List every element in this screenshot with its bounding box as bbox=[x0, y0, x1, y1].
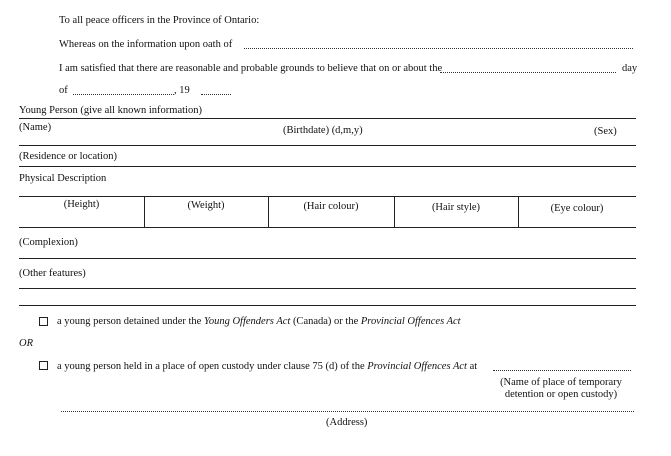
option2-text: a young person held in a place of open custody under clause 75 (d) of the Provincial Offences Act at bbox=[57, 361, 478, 372]
table-top-line bbox=[19, 196, 636, 197]
residence-line[interactable] bbox=[19, 166, 636, 167]
section-divider bbox=[19, 118, 636, 119]
satisfied-text: I am satisfied that there are reasonable and probable grounds to believe that on or about the bbox=[59, 63, 443, 74]
other-features-line-2[interactable] bbox=[19, 305, 636, 306]
address-line: To all peace officers in the Province of Ontario: bbox=[59, 15, 260, 26]
residence-label: (Residence or location) bbox=[19, 151, 117, 162]
sex-label: (Sex) bbox=[594, 126, 617, 137]
eye-colour-column: (Eye colour) bbox=[550, 203, 604, 214]
year-prefix: , 19 bbox=[174, 85, 190, 96]
or-label: OR bbox=[19, 338, 33, 349]
address-blank[interactable] bbox=[61, 411, 634, 412]
weight-column: (Weight) bbox=[187, 200, 225, 211]
year-blank[interactable] bbox=[201, 94, 231, 95]
complexion-line[interactable] bbox=[19, 258, 636, 259]
option1-checkbox[interactable] bbox=[39, 317, 48, 326]
birthdate-label: (Birthdate) (d,m,y) bbox=[283, 125, 363, 136]
of-label: of bbox=[59, 85, 68, 96]
whereas-text: Whereas on the information upon oath of bbox=[59, 39, 233, 50]
place-blank[interactable] bbox=[493, 370, 631, 371]
month-blank[interactable] bbox=[73, 94, 174, 95]
other-features-line[interactable] bbox=[19, 288, 636, 289]
table-bottom-line bbox=[19, 227, 636, 228]
other-features-label: (Other features) bbox=[19, 268, 86, 279]
young-person-heading: Young Person (give all known information) bbox=[19, 105, 202, 116]
hair-style-column: (Hair style) bbox=[431, 202, 481, 213]
informant-blank[interactable] bbox=[244, 48, 633, 49]
address-label: (Address) bbox=[326, 417, 368, 428]
option1-text: a young person detained under the Young Offenders Act (Canada) or the Provincial Offences Act bbox=[57, 316, 461, 327]
option2-checkbox[interactable] bbox=[39, 361, 48, 370]
complexion-label: (Complexion) bbox=[19, 237, 78, 248]
place-label-2: detention or open custody) bbox=[504, 389, 618, 400]
hair-colour-column: (Hair colour) bbox=[303, 201, 359, 212]
place-label-1: (Name of place of temporary bbox=[500, 377, 622, 388]
height-column: (Height) bbox=[63, 199, 100, 210]
date-blank[interactable] bbox=[440, 72, 616, 73]
day-label: day bbox=[622, 63, 638, 74]
name-label: (Name) bbox=[19, 122, 52, 133]
physical-heading: Physical Description bbox=[19, 173, 107, 184]
name-line[interactable] bbox=[19, 145, 636, 146]
